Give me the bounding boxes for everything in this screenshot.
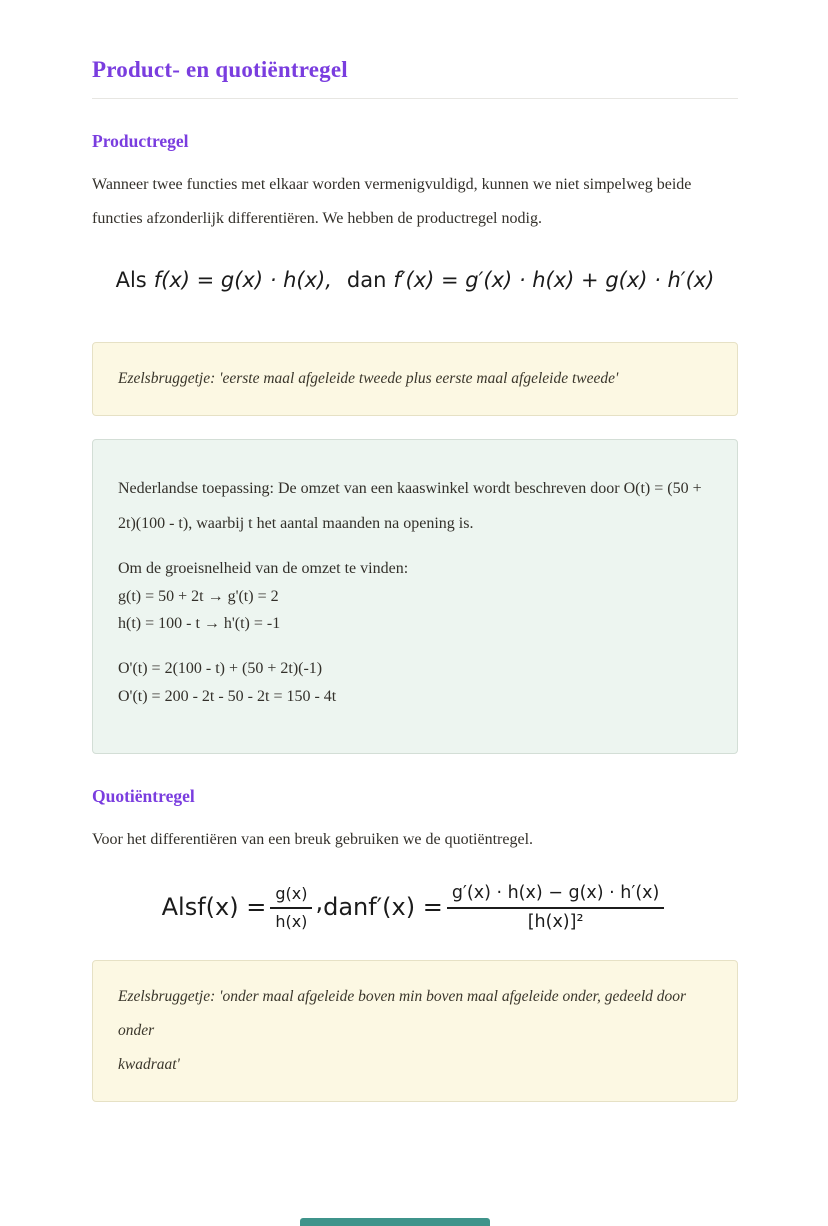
quotient-lhs: f(x) =: [197, 893, 267, 921]
example-description-line-2: 2t)(100 - t), waarbij t het aantal maanden na opening is.: [118, 515, 474, 532]
quotient-rule-formula: [92, 883, 738, 932]
product-intro-line-2: functies afzonderlijk differentiëren. We hebben de productregel nodig.: [92, 210, 542, 227]
product-intro-line-1: Wanneer twee functies met elkaar worden vermenigvuldigd, kunnen we niet simpelweg beide: [92, 176, 692, 193]
formula-word-dan: dan: [346, 268, 387, 292]
product-rule-formula: [92, 268, 738, 292]
example-results: [118, 655, 712, 711]
fraction-denominator: [h(x)]²: [527, 911, 584, 932]
section-heading-productregel: Productregel: [92, 131, 189, 151]
example-description-line-1: Nederlandse toepassing: De omzet van een kaaswinkel wordt beschreven door O(t) = (50 +: [118, 480, 702, 497]
mnemonic-product-text: Ezelsbruggetje: 'eerste maal afgeleide tweede plus eerste maal afgeleide tweede': [118, 370, 619, 387]
product-intro-paragraph: [92, 168, 738, 236]
example-description: [118, 471, 712, 541]
title-divider: [92, 98, 738, 99]
formula-word-dan: dan: [323, 893, 369, 921]
section-heading-quotientregel: Quotiëntregel: [92, 785, 195, 806]
quotient-intro-line: Voor het differentiëren van een breuk gebruiken we de quotiëntregel.: [92, 830, 534, 848]
quotient-fraction-gh: [270, 884, 312, 931]
fraction-numerator: g(x): [270, 884, 312, 909]
example-result-line-2: O'(t) = 200 - 2t - 50 - 2t = 150 - 4t: [118, 687, 337, 705]
fraction-denominator: h(x): [275, 911, 308, 931]
quotient-fraction-result: [447, 883, 665, 932]
example-step-g: g(t) = 50 + 2t → g'(t) = 2: [118, 587, 279, 605]
formula-word-als: Als: [115, 268, 147, 292]
mnemonic-quotient-line-1: Ezelsbruggetje: 'onder maal afgeleide boven min boven maal afgeleide onder, gedeeld door onder: [118, 987, 687, 1039]
document-body: [92, 55, 738, 1102]
mnemonic-callout-product: [92, 342, 738, 416]
example-steps: [118, 555, 712, 638]
quotient-intro-paragraph: [92, 823, 738, 857]
page-title: Product- en quotiëntregel: [92, 57, 348, 82]
product-rule-lhs: f(x) = g(x) · h(x),: [153, 268, 332, 292]
example-steps-intro: Om de groeisnelheid van de omzet te vinden:: [118, 560, 409, 577]
formula-word-als: Als: [161, 893, 198, 921]
formula-comma: ,: [315, 887, 324, 916]
example-step-h: h(t) = 100 - t → h'(t) = -1: [118, 615, 281, 632]
bottom-accent-bar: [300, 1218, 490, 1226]
fraction-numerator: g′(x) · h(x) − g(x) · h′(x): [447, 883, 665, 909]
example-callout: [92, 439, 738, 754]
mnemonic-callout-quotient: [92, 960, 738, 1102]
example-result-line-1: O'(t) = 2(100 - t) + (50 + 2t)(-1): [118, 659, 323, 677]
product-rule-rhs: f′(x) = g′(x) · h(x) + g(x) · h′(x): [393, 268, 715, 292]
mnemonic-quotient-line-2: kwadraat': [118, 1055, 180, 1073]
quotient-rhs-lhs: f′(x) =: [368, 893, 443, 921]
